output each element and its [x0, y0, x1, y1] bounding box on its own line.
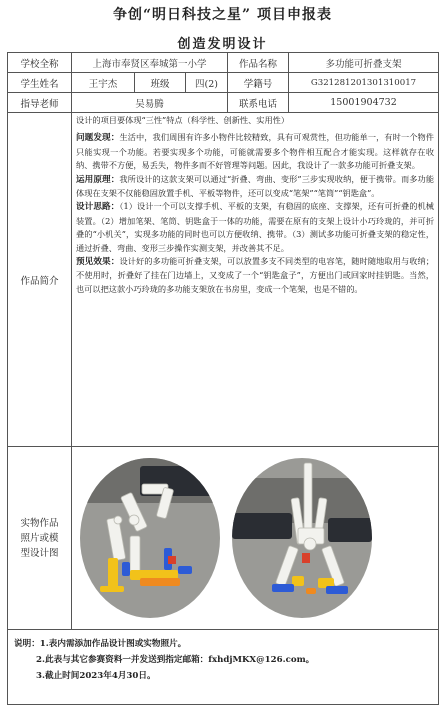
principle-heading: 运用原理：	[76, 174, 120, 185]
effect-text: 设计好的多功能可折叠支架，可以放置多支不同类型的电容笔，随时随地取用与收纳；不使用时，折叠好了挂在门边墙上，又变成了一个“钥匙盒子”，方便出门或回家时挂钥匙。当然，也可以把这款小巧玲珑的多功能支架放在书房里，变成一个笔架，也是不错的。	[76, 256, 435, 294]
intro-content	[72, 113, 439, 447]
principle-text: 我所设计的这款支架可以通过“折叠、弯曲、变形”三步实现收纳，便于携带。而多功能体现在支架不仅能稳固放置手机、平板等物件，还可以变成“笔架”“笔筒”“钥匙盒”。	[76, 173, 435, 199]
intro-label: 作品简介	[8, 113, 72, 447]
upright-stand-photo	[232, 458, 372, 618]
photos-cell	[72, 447, 439, 630]
student-label: 学生姓名	[8, 73, 72, 93]
form-subtitle: 创造发明设计	[177, 37, 268, 52]
intro-lead: 设计的项目要体现“三性”特点（科学性、创新性、实用性）	[76, 115, 290, 125]
note-3: 3.截止时间2023年4月30日。	[36, 671, 156, 681]
upright-stand-photo-icon	[232, 458, 372, 618]
notes-cell	[8, 630, 439, 705]
class-value: 四(2)	[186, 73, 228, 93]
class-label: 班级	[135, 73, 186, 93]
student-value: 王宇杰	[72, 73, 135, 93]
student-id-value: G321281201301310017	[289, 73, 439, 93]
note-2: 2.此表与其它参赛资料一并发送到指定邮箱：fxhdjMKX@126.com。	[36, 655, 315, 665]
work-name-value: 多功能可折叠支架	[289, 53, 439, 73]
phone-value: 15001904732	[289, 93, 439, 113]
form-title: 争创“明日科技之星” 项目申报表	[113, 7, 332, 23]
note-1: 说明：1.表内需添加作品设计图或实物照片。	[14, 639, 187, 649]
design-heading: 设计思路：	[76, 202, 120, 213]
folded-stand-photo-icon	[80, 458, 220, 618]
application-table	[7, 52, 439, 705]
design-text: （1）设计一个可以支撑手机、平板的支架，有稳固的底座、支撑架，还有可折叠的机械装置。（2）增加笔架、笔筒、钥匙盒于一体的功能，需要在原有的支架上设计小巧玲珑的，并可折叠的“小机关”，实现多功能的同时也可以方便收纳、携带。（3）测试多功能可折叠支架的稳定性，通过折叠、弯曲、变形三步操作实测支架，并改善其不足。	[76, 201, 435, 253]
school-label: 学校全称	[8, 53, 72, 73]
effect-heading: 预见效果：	[76, 257, 120, 268]
work-name-label: 作品名称	[228, 53, 289, 73]
student-id-label: 学籍号	[228, 73, 289, 93]
problem-text: 生活中，我们周围有许多小物件比较精致，具有可观赏性，但功能单一，有时一个物件只能实现一个功能。若要实现多个功能，可能就需要多个物件相互配合才能实现。这样就存在收纳、携带不方便，易丢失，物件多而不好管理等问题。因此，我设计了一款多功能可折叠支架。	[76, 132, 435, 171]
photos-label: 实物作品照片或模型设计图	[8, 447, 72, 630]
problem-heading: 问题发现：	[76, 133, 120, 144]
teacher-value: 吴易腾	[72, 93, 228, 113]
school-value: 上海市奉贤区奉城第一小学	[72, 53, 228, 73]
phone-label: 联系电话	[228, 93, 289, 113]
folded-stand-photo	[80, 458, 220, 618]
teacher-label: 指导老师	[8, 93, 72, 113]
